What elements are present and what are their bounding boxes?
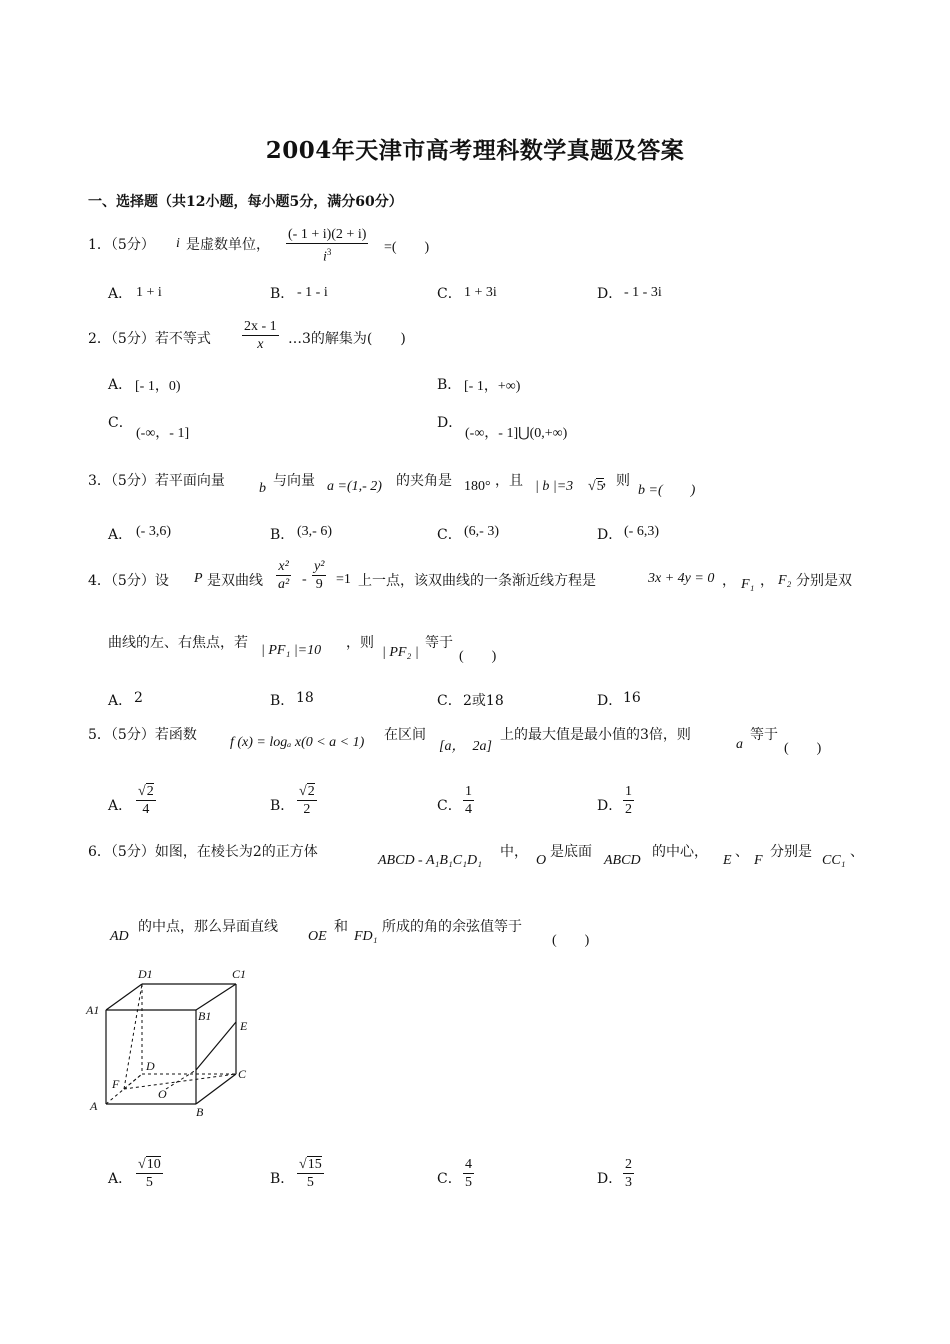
q1-opt-b-label: B． — [270, 286, 295, 302]
q4-asym: 3x + 4y = 0 — [648, 571, 715, 586]
q4-t3: 分别是双 — [796, 573, 852, 589]
q6-sep2: 、 — [850, 844, 864, 860]
label-c1: C1 — [232, 967, 247, 981]
q5-opt-c — [463, 783, 474, 818]
q6-opt-b — [297, 1156, 324, 1191]
q6-opt-c-den: 5 — [465, 1175, 472, 1190]
edge-a1d1 — [106, 984, 142, 1010]
q6-opt-a-label: A． — [108, 1171, 133, 1187]
q3-opt-d-label: D． — [597, 527, 623, 543]
q6-sep: 、 — [735, 844, 749, 860]
q5-opt-b-label: B． — [270, 798, 295, 814]
q6-opt-c — [463, 1156, 474, 1191]
q5-opt-c-num: 1 — [465, 784, 472, 799]
q1-opt-b: - 1 - i — [297, 285, 328, 300]
q2-frac-num: 2x - 1 — [244, 319, 277, 334]
q5-opt-a — [136, 783, 156, 818]
q4-frac-x-den: a² — [278, 577, 290, 592]
label-a: A — [90, 1099, 98, 1113]
q1-number: 1．（5分） — [88, 237, 155, 253]
q4-frac-x — [276, 558, 291, 593]
q3-a-eq: a =(1,- 2) — [327, 479, 382, 494]
q2-frac-den: x — [257, 337, 264, 352]
q1-den-exp: 3 — [326, 247, 332, 257]
label-b1: B1 — [198, 1009, 212, 1023]
q3-opt-c-label: C． — [437, 527, 462, 543]
q1-eq: =( ) — [384, 240, 430, 255]
q4-frac-y — [312, 558, 326, 593]
q3-opt-c: (6,- 3) — [464, 524, 499, 539]
q4-opt-a: 2 — [134, 690, 143, 706]
q6-opt-c-label: C． — [437, 1171, 462, 1187]
q6-CC1: CC₁ — [822, 853, 846, 868]
label-e: E — [240, 1019, 248, 1033]
q4-text: 4．（5分）设 — [88, 573, 169, 589]
q3-opt-b: (3,- 6) — [297, 524, 332, 539]
q6-opt-b-rad: 15 — [307, 1157, 322, 1172]
label-c: C — [238, 1067, 247, 1081]
q3-t1: 与向量 — [273, 473, 315, 489]
q6-opt-a — [136, 1156, 163, 1191]
q4-line2a: 曲线的左、右焦点，若 — [108, 635, 248, 651]
q5-a: a — [736, 737, 743, 752]
q4-opt-c-label: C． — [437, 693, 462, 709]
q2-tail: …3的解集为( ) — [288, 331, 406, 347]
q6-opt-d-den: 3 — [625, 1175, 632, 1190]
q3-opt-d: (- 6,3) — [624, 524, 659, 539]
q2-opt-d-label: D． — [437, 415, 463, 431]
q4-opt-d: 16 — [623, 690, 641, 706]
q6-t2: 是底面 — [550, 844, 592, 860]
q6-AD: AD — [110, 929, 129, 944]
seg-oe-solid — [196, 1022, 236, 1070]
q1-opt-c: 1 + 3i — [464, 285, 497, 300]
cube-figure — [84, 962, 264, 1122]
q3-opt-b-label: B． — [270, 527, 295, 543]
q3-angle: 180° — [464, 479, 491, 494]
q6-F: F — [754, 853, 763, 868]
q3-absb: | b |=3 — [535, 479, 574, 494]
q6-opt-c-num: 4 — [465, 1157, 472, 1172]
label-a1: A1 — [86, 1003, 100, 1017]
q1-opt-c-label: C． — [437, 286, 462, 302]
q6-t4: 分别是 — [770, 844, 812, 860]
q4-minus: - — [302, 572, 307, 587]
section-heading: 一、选择题（共12小题，每小题5分，满分60分） — [88, 194, 403, 210]
q2-opt-c-label: C． — [108, 415, 133, 431]
page-title: 2004年天津市高考理科数学真题及答案 — [265, 137, 685, 164]
q5-opt-b-den: 2 — [303, 802, 311, 817]
q3-opt-a-label: A． — [108, 527, 133, 543]
q5-text: 5．（5分）若函数 — [88, 727, 197, 743]
q5-opt-a-den: 4 — [142, 802, 150, 817]
q5-opt-b-num: √2 — [299, 784, 315, 799]
q6-t1: 中， — [500, 844, 528, 860]
q3-beq: b =( ) — [638, 483, 696, 498]
label-d1: D1 — [138, 967, 153, 981]
q3-t3: ，且 — [495, 473, 523, 489]
label-d: D — [146, 1059, 155, 1073]
q4-frac-y-num: y² — [314, 559, 325, 574]
q3-t4: ，则 — [602, 473, 630, 489]
q6-opt-b-num: √15 — [299, 1157, 322, 1172]
q1-den-var: i — [323, 249, 327, 265]
q4-t1: 是双曲线 — [207, 573, 263, 589]
q4-opt-b-label: B． — [270, 693, 295, 709]
q6-and: 和 — [334, 919, 348, 935]
q2-fraction — [242, 318, 279, 353]
q4-comma2: ， — [760, 573, 774, 589]
q1-opt-a: 1 + i — [136, 285, 162, 300]
q4-P: P — [194, 571, 203, 586]
q4-paren: ( ) — [459, 649, 497, 664]
q4-t2: 上一点，该双曲线的一条渐近线方程是 — [358, 573, 596, 589]
q5-func: f (x) = logₐ x(0 < a < 1) — [230, 735, 365, 750]
q5-opt-d-num: 1 — [625, 784, 632, 799]
q1-opt-d: - 1 - 3i — [624, 285, 662, 300]
q5-opt-d-label: D． — [597, 798, 623, 814]
q4-line2c: 等于 — [425, 635, 453, 651]
q3-b: b — [259, 481, 266, 496]
q5-opt-a-label: A． — [108, 798, 133, 814]
q5-opt-a-rad: 2 — [146, 784, 154, 799]
q3-t2: 的夹角是 — [396, 473, 452, 489]
q6-OE: OE — [308, 929, 327, 944]
q5-paren: ( ) — [784, 741, 822, 756]
q5-opt-c-label: C． — [437, 798, 462, 814]
q5-opt-a-num: √2 — [138, 784, 154, 799]
q4-opt-b: 18 — [296, 690, 314, 706]
q6-opt-b-den: 5 — [306, 1175, 314, 1190]
label-b: B — [196, 1105, 204, 1119]
q4-F1: F₁ — [741, 577, 755, 592]
q6-t3: 的中心， — [652, 844, 708, 860]
q2-opt-d: (-∞，- 1]⋃(0,+∞) — [465, 426, 568, 441]
q6-opt-a-num: √10 — [138, 1157, 161, 1172]
q4-eq1: =1 — [336, 572, 351, 587]
q6-line2a: 的中点，那么异面直线 — [138, 919, 278, 935]
q4-F2: F₂ — [778, 573, 792, 588]
q4-opt-c: 2或18 — [463, 693, 504, 709]
q6-text: 6．（5分）如图，在棱长为2的正方体 — [88, 844, 318, 860]
q5-t2: 上的最大值是最小值的3倍，则 — [500, 727, 691, 743]
q6-E: E — [723, 853, 732, 868]
q1-var-i: i — [176, 236, 180, 251]
q2-opt-b-label: B． — [437, 377, 462, 393]
q5-opt-b — [297, 783, 317, 818]
label-f: F — [112, 1077, 120, 1091]
edge-b1c1 — [196, 984, 236, 1010]
q2-opt-a: [- 1，0) — [135, 379, 181, 394]
q4-opt-d-label: D． — [597, 693, 623, 709]
q6-line2b: 所成的角的余弦值等于 — [382, 919, 522, 935]
q3-sqrt5-val: 5 — [596, 479, 604, 494]
q4-line2b: ，则 — [346, 635, 374, 651]
q6-FD1: FD₁ — [354, 929, 378, 944]
q4-pf2: | PF₂ | — [382, 645, 419, 660]
q1-fraction — [286, 226, 368, 266]
q4-opt-a-label: A． — [108, 693, 133, 709]
q5-t3: 等于 — [750, 727, 778, 743]
q5-opt-c-den: 4 — [465, 802, 472, 817]
q5-opt-b-rad: 2 — [307, 784, 315, 799]
q3-text: 3．（5分）若平面向量 — [88, 473, 225, 489]
q6-base: ABCD — [604, 853, 641, 868]
q2-text: 2．（5分）若不等式 — [88, 331, 211, 347]
q3-sqrt5: √5 — [588, 479, 604, 494]
q6-opt-b-label: B． — [270, 1171, 295, 1187]
q2-opt-a-label: A． — [108, 377, 133, 393]
q6-opt-a-rad: 10 — [146, 1157, 161, 1172]
q1-opt-a-label: A． — [108, 286, 133, 302]
q1-frac-den — [286, 244, 368, 266]
q2-opt-b: [- 1，+∞) — [464, 379, 521, 394]
q4-comma: ， — [722, 573, 736, 589]
q2-opt-c: (-∞，- 1] — [136, 426, 190, 441]
q6-opt-d — [623, 1156, 634, 1191]
q4-frac-x-num: x² — [276, 558, 291, 576]
q5-opt-d-den: 2 — [625, 802, 632, 817]
q6-opt-d-num: 2 — [625, 1157, 632, 1172]
q6-paren: ( ) — [552, 933, 590, 948]
q5-interval: [a， 2a] — [439, 739, 492, 754]
q1-opt-d-label: D． — [597, 286, 623, 302]
q6-opt-a-den: 5 — [145, 1175, 153, 1190]
q4-frac-y-den: 9 — [315, 577, 323, 592]
q1-frac-num: (- 1 + i)(2 + i) — [288, 227, 367, 242]
q1-text: 是虚数单位， — [186, 237, 270, 253]
q5-t1: 在区间 — [384, 727, 426, 743]
q3-opt-a: (- 3,6) — [136, 524, 171, 539]
label-o: O — [158, 1087, 167, 1101]
seg-fd1 — [124, 984, 142, 1089]
q5-opt-d — [623, 783, 634, 818]
q6-O: O — [536, 853, 547, 868]
q6-opt-d-label: D． — [597, 1171, 623, 1187]
q6-cube: ABCD - A₁B₁C₁D₁ — [378, 853, 482, 868]
q4-pf1: | PF₁ |=10 — [261, 643, 322, 658]
